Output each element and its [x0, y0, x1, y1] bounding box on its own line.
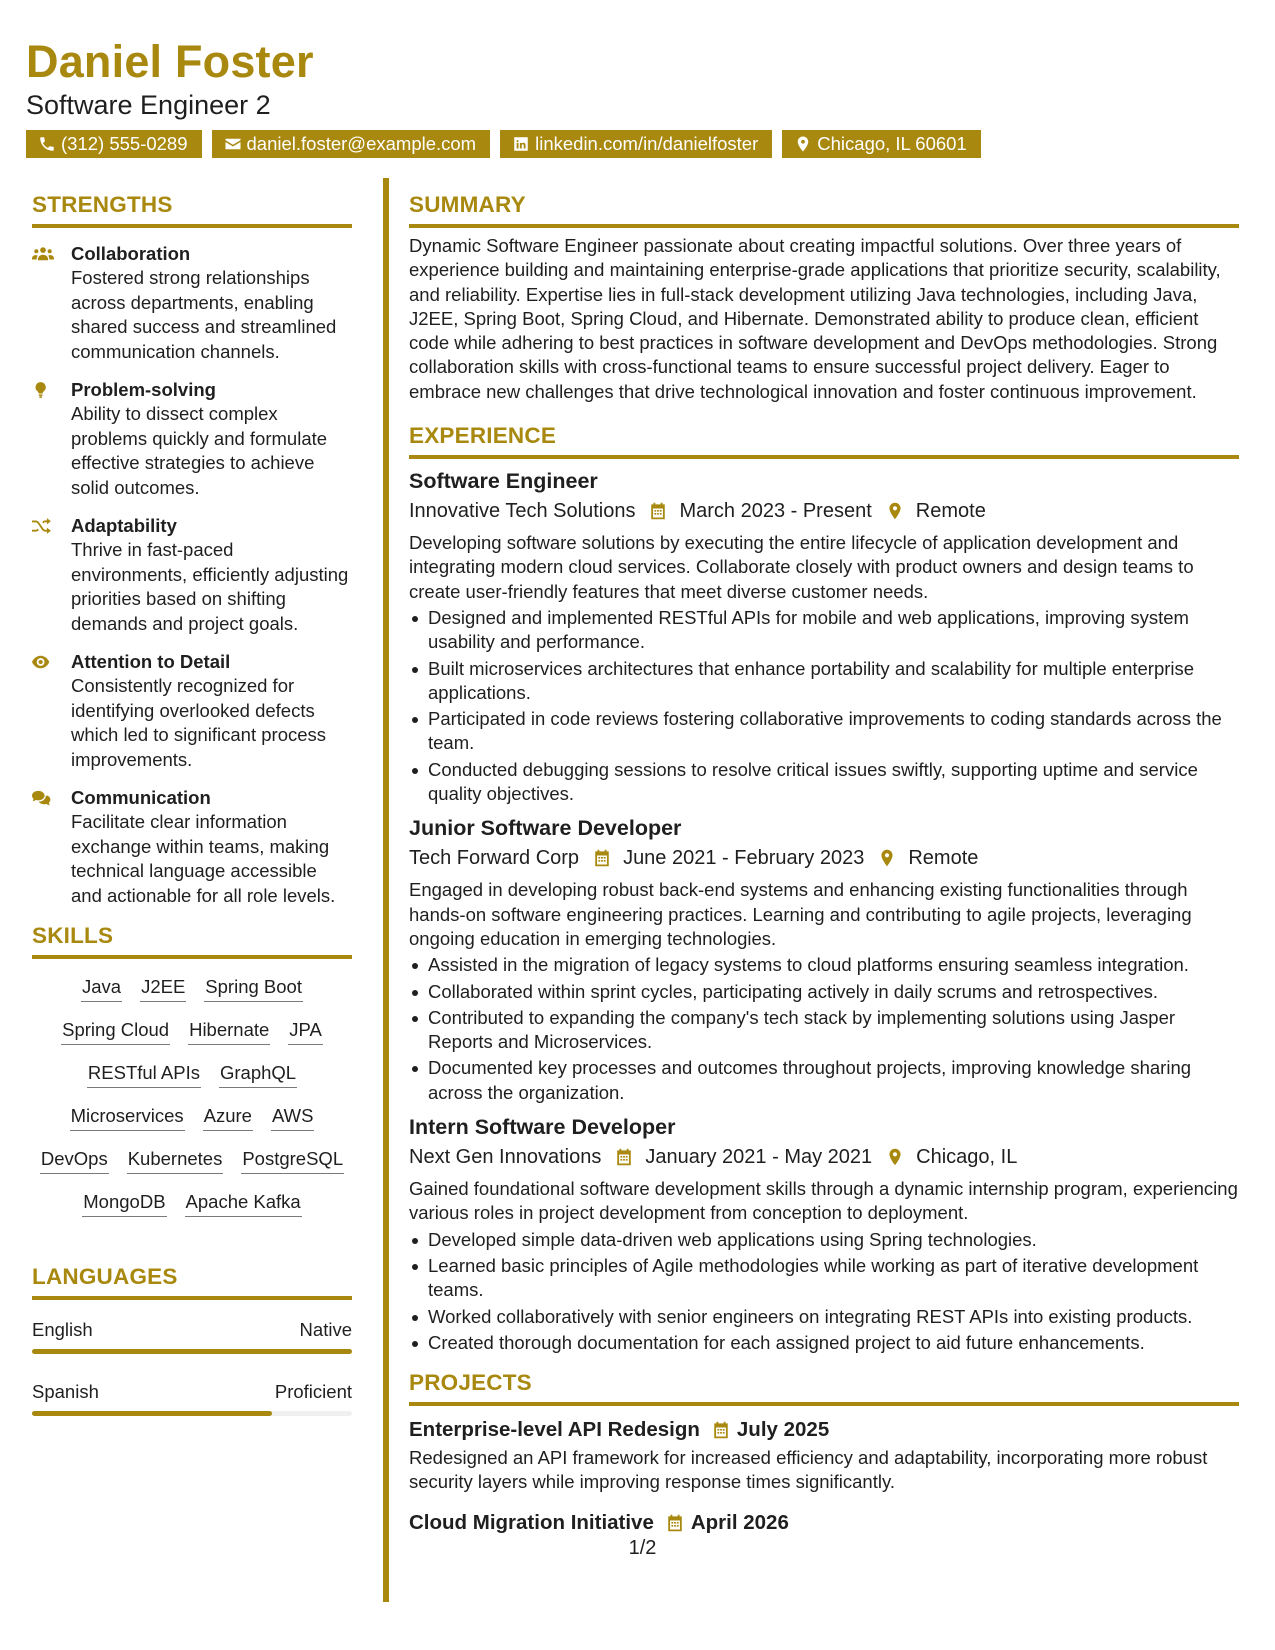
strength-title: Attention to Detail — [71, 651, 231, 672]
contact-location-text: Chicago, IL 60601 — [817, 133, 967, 154]
skill-tag: DevOps — [40, 1147, 109, 1174]
language-level: Native — [299, 1319, 352, 1340]
job-bullet: Conducted debugging sessions to resolve critical issues swiftly, supporting uptime and service quality objectives. — [409, 758, 1239, 807]
skill-tag: Spring Boot — [204, 975, 303, 1002]
job-description: Developing software solutions by executing the entire lifecycle of application development and integrating modern cloud services. Collaborate closely with product owners and design teams to create user-friendly features that meet diverse customer needs. — [409, 532, 1194, 602]
strength-desc: Thrive in fast-paced environments, efficiently adjusting priorities based on shifting demands and project goals. — [71, 539, 349, 634]
skill-tag: JPA — [288, 1018, 323, 1045]
job-location: Remote — [915, 500, 986, 523]
project-date: July 2025 — [736, 1418, 830, 1442]
summary-text: Dynamic Software Engineer passionate about creating impactful solutions. Over three years of experience building and maintaining enterprise-grade applications that prioritize security, scalability, and reliability. Expertise lies in full-stack development utilizing Java technologies, including Java, J2EE, Spring Boot, Spring Cloud, and Hibernate. Demonstrated ability to produce clean, efficient code while adhering to best practices in software development and DevOps methodologies. Strong collaboration skills with cross-functional teams to ensure successful project delivery. Eager to embrace new challenges that drive technological innovation and foster continuous improvement. — [409, 235, 1221, 402]
job-location: Remote — [908, 847, 979, 870]
job-bullet: Contributed to expanding the company's tech stack by implementing solutions using Jasper Reports and Microservices. — [409, 1006, 1239, 1055]
users-icon — [32, 245, 54, 263]
strength-item — [32, 378, 352, 500]
job-bullet: Developed simple data-driven web applications using Spring technologies. — [409, 1228, 1239, 1252]
contact-linkedin-text: linkedin.com/in/danielfoster — [535, 133, 759, 154]
strength-item — [32, 786, 352, 908]
skill-tag: GraphQL — [219, 1061, 297, 1088]
skill-tag: J2EE — [140, 975, 186, 1002]
skill-tag: AWS — [271, 1104, 314, 1131]
contact-email[interactable] — [212, 130, 491, 158]
skill-tag: Microservices — [70, 1104, 185, 1131]
skills-list — [32, 975, 352, 1217]
strength-desc: Consistently recognized for identifying overlooked defects which led to significant process improvements. — [71, 675, 327, 770]
language-item — [32, 1318, 352, 1354]
skills-heading: SKILLS — [32, 922, 352, 959]
strength-title: Collaboration — [71, 243, 191, 264]
skill-tag: RESTful APIs — [87, 1061, 201, 1088]
job-bullet: Learned basic principles of Agile methodologies while working as part of iterative development teams. — [409, 1254, 1239, 1303]
job-bullets — [409, 1228, 1239, 1355]
skill-tag: Apache Kafka — [185, 1190, 302, 1217]
skill-row — [70, 1104, 315, 1131]
languages-heading: LANGUAGES — [32, 1263, 352, 1300]
job-company: Innovative Tech Solutions — [409, 500, 636, 523]
job-bullet: Assisted in the migration of legacy systems to cloud platforms ensuring seamless integration. — [409, 953, 1239, 977]
job-bullet: Worked collaboratively with senior engineers on integrating REST APIs into existing products. — [409, 1305, 1239, 1329]
experience-heading: EXPERIENCE — [409, 422, 1239, 459]
job-bullet: Collaborated within sprint cycles, participating actively in daily scrums and retrospectives. — [409, 980, 1239, 1004]
strengths-list — [32, 242, 352, 908]
map-pin-icon — [878, 849, 896, 867]
contact-linkedin[interactable] — [500, 130, 772, 158]
skill-tag: Kubernetes — [127, 1147, 224, 1174]
job-entry — [409, 467, 1239, 806]
job-company: Next Gen Innovations — [409, 1146, 602, 1169]
projects-heading: PROJECTS — [409, 1369, 1239, 1406]
job-bullet: Created thorough documentation for each assigned project to aid future enhancements. — [409, 1331, 1239, 1355]
strength-title: Problem-solving — [71, 379, 216, 400]
skill-row — [81, 975, 303, 1002]
candidate-role: Software Engineer 2 — [26, 90, 271, 120]
eye-icon — [32, 653, 54, 671]
language-proficiency-bar — [32, 1349, 352, 1354]
job-dates: June 2021 - February 2023 — [623, 847, 865, 870]
languages-list — [32, 1318, 352, 1416]
job-meta — [409, 1143, 1239, 1171]
map-pin-icon — [794, 135, 812, 153]
language-proficiency-fill — [32, 1411, 272, 1416]
project-entry — [409, 1509, 1239, 1537]
strengths-heading: STRENGTHS — [32, 191, 352, 228]
project-date: April 2026 — [690, 1510, 789, 1534]
project-header — [409, 1509, 1239, 1537]
skill-tag: MongoDB — [82, 1190, 166, 1217]
contact-phone[interactable] — [26, 130, 202, 158]
contact-phone-text: (312) 555-0289 — [61, 133, 188, 154]
skill-tag: PostgreSQL — [241, 1147, 344, 1174]
candidate-name: Daniel Foster — [26, 36, 314, 87]
job-location: Chicago, IL — [916, 1146, 1018, 1169]
language-name: English — [32, 1319, 93, 1340]
linkedin-icon — [512, 135, 530, 153]
skill-tag: Azure — [203, 1104, 253, 1131]
right-column — [409, 191, 1239, 1537]
contact-email-text: daniel.foster@example.com — [246, 133, 477, 154]
language-proficiency-fill — [32, 1349, 352, 1354]
job-bullet: Built microservices architectures that enhance portability and scalability for multiple enterprise applications. — [409, 657, 1239, 706]
project-description: Redesigned an API framework for increased efficiency and adaptability, incorporating more robust security layers while improving response times significantly. — [409, 1447, 1208, 1493]
job-title: Intern Software Developer — [409, 1115, 676, 1140]
skill-row — [82, 1190, 301, 1217]
calendar-icon — [649, 502, 667, 520]
summary-heading: SUMMARY — [409, 191, 1239, 228]
envelope-icon — [224, 135, 242, 153]
language-level: Proficient — [274, 1381, 352, 1402]
job-bullet: Documented key processes and outcomes throughout projects, improving knowledge sharing across the organization. — [409, 1056, 1239, 1105]
page-number: 1/2 — [628, 1537, 657, 1559]
map-pin-icon — [886, 1148, 904, 1166]
job-bullets — [409, 606, 1239, 806]
project-title: Enterprise-level API Redesign — [409, 1418, 700, 1442]
skill-tag: Spring Cloud — [61, 1018, 170, 1045]
job-company: Tech Forward Corp — [409, 847, 580, 870]
map-pin-icon — [886, 502, 904, 520]
strength-item — [32, 242, 352, 364]
phone-icon — [38, 135, 56, 153]
job-bullet: Participated in code reviews fostering collaborative improvements to coding standards across the team. — [409, 707, 1239, 756]
skill-row — [61, 1018, 323, 1045]
strength-desc: Fostered strong relationships across departments, enabling shared success and streamlined communication channels. — [71, 267, 337, 362]
column-divider — [383, 178, 389, 1602]
job-entry — [409, 1113, 1239, 1355]
contact-bar — [26, 130, 1246, 158]
strength-item — [32, 650, 352, 772]
project-entry — [409, 1416, 1239, 1495]
job-title: Software Engineer — [409, 469, 598, 494]
project-title: Cloud Migration Initiative — [409, 1510, 654, 1534]
strength-desc: Ability to dissect complex problems quickly and formulate effective strategies to achieve solid outcomes. — [71, 403, 328, 498]
contact-location[interactable] — [782, 130, 980, 158]
strength-desc: Facilitate clear information exchange within teams, making technical language accessible and actionable for all role levels. — [71, 811, 336, 906]
calendar-icon — [593, 849, 611, 867]
job-dates: January 2021 - May 2021 — [645, 1146, 873, 1169]
strength-title: Communication — [71, 787, 211, 808]
job-description: Gained foundational software development skills through a dynamic internship program, experiencing various roles in project development from conception to deployment. — [409, 1178, 1238, 1224]
left-column — [32, 191, 352, 1442]
strength-item — [32, 514, 352, 636]
job-entry — [409, 814, 1239, 1105]
skill-tag: Java — [81, 975, 122, 1002]
job-title: Junior Software Developer — [409, 816, 682, 841]
skill-row — [40, 1147, 344, 1174]
comments-icon — [32, 789, 54, 807]
calendar-icon — [615, 1148, 633, 1166]
job-meta — [409, 844, 1239, 872]
job-description: Engaged in developing robust back-end systems and enhancing existing functionalities through hands-on software engineering practices. Learning and contributing to agile projects, leveraging ongoing education in emerging technologies. — [409, 879, 1192, 949]
skill-row — [87, 1061, 297, 1088]
project-header — [409, 1416, 1239, 1444]
strength-title: Adaptability — [71, 515, 177, 536]
job-bullets — [409, 953, 1239, 1105]
skill-tag: Hibernate — [188, 1018, 270, 1045]
job-bullet: Designed and implemented RESTful APIs for mobile and web applications, improving system usability and performance. — [409, 606, 1239, 655]
resume-header — [26, 36, 1246, 158]
language-item — [32, 1380, 352, 1416]
calendar-icon — [666, 1514, 684, 1532]
lightbulb-icon — [32, 381, 54, 399]
job-dates: March 2023 - Present — [679, 500, 872, 523]
job-meta — [409, 497, 1239, 525]
language-proficiency-bar — [32, 1411, 352, 1416]
shuffle-icon — [32, 517, 54, 535]
calendar-icon — [712, 1421, 730, 1439]
language-name: Spanish — [32, 1381, 99, 1402]
